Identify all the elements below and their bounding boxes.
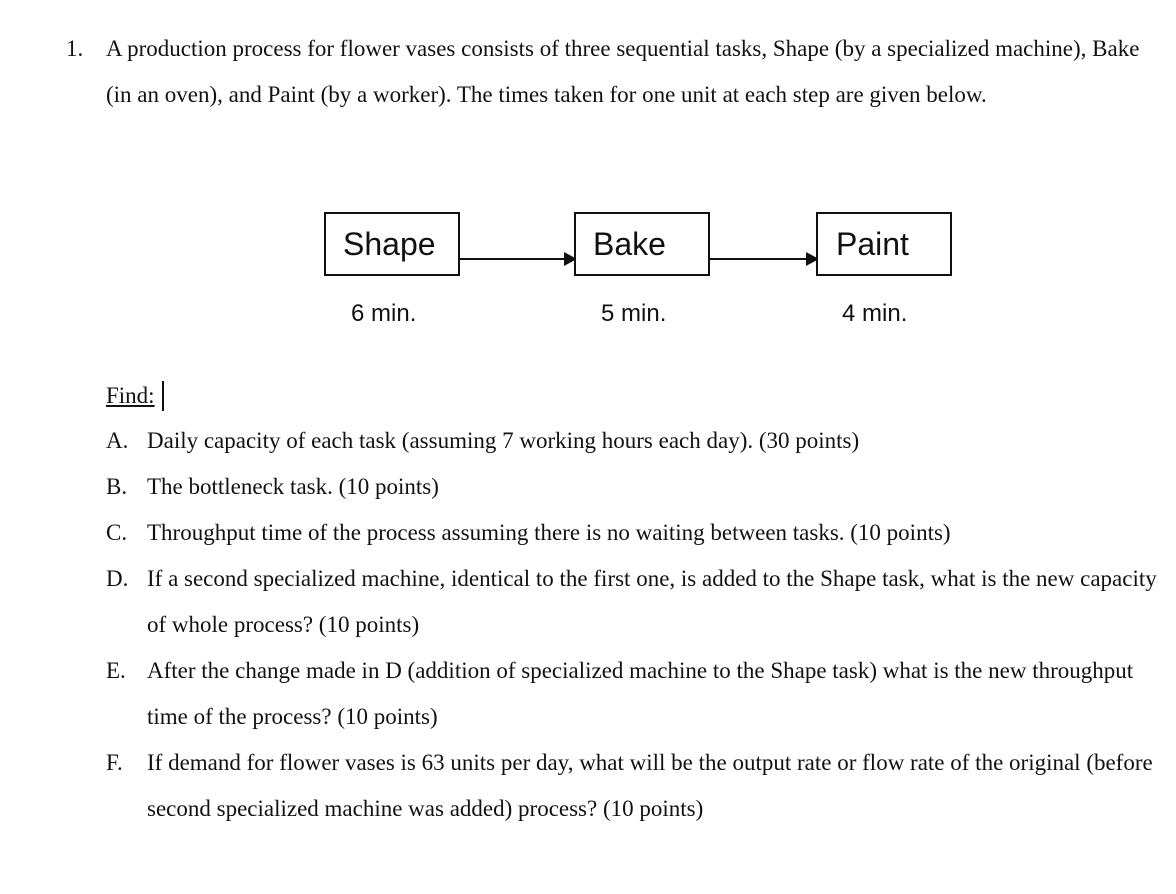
question-text: A production process for flower vases consists of three sequential tasks, Shape (by a specialized machine), Bake (in an oven), and Paint (by a worker). The times taken for one unit at each step are given below. [106,36,1140,107]
list-item [106,464,1166,510]
item-letter: C. [106,520,128,545]
item-letter: A. [106,428,129,453]
item-text: The bottleneck task. (10 points) [147,474,439,499]
list-item [106,556,1166,648]
item-letter: E. [106,658,126,683]
item-letter: F. [106,750,123,775]
item-text: After the change made in D (addition of specialized machine to the Shape task) what is the new throughput time of the process? (10 points) [147,658,1134,729]
task-name-paint: Paint [836,226,909,262]
task-time-shape: 6 min. [351,300,417,327]
item-text: If a second specialized machine, identical to the first one, is added to the Shape task, what is the new capacity of whole process? (10 points) [147,566,1157,637]
find-heading: Find: [106,383,155,408]
item-text: If demand for flower vases is 63 units per day, what will be the output rate or flow rate of the original (before second specialized machine was added) process? (10 points) [147,750,1153,821]
task-name-shape: Shape [343,226,436,262]
task-box-paint [816,212,952,276]
find-list [106,418,1166,832]
list-item [106,418,1166,464]
list-item [106,510,1166,556]
question-number: 1. [66,36,84,61]
item-letter: B. [106,474,128,499]
task-name-bake: Bake [593,226,666,262]
list-item [106,740,1166,832]
item-letter: D. [106,566,129,591]
arrow-bake-to-paint [710,258,817,260]
list-item [106,648,1166,740]
task-box-shape [324,212,460,276]
task-time-bake: 5 min. [601,300,667,327]
text-cursor [162,381,164,411]
task-time-paint: 4 min. [842,300,908,327]
arrow-shape-to-bake [460,258,575,260]
process-diagram [0,0,1176,360]
item-text: Daily capacity of each task (assuming 7 working hours each day). (30 points) [147,428,860,453]
task-box-bake [574,212,710,276]
item-text: Throughput time of the process assuming there is no waiting between tasks. (10 points) [147,520,951,545]
